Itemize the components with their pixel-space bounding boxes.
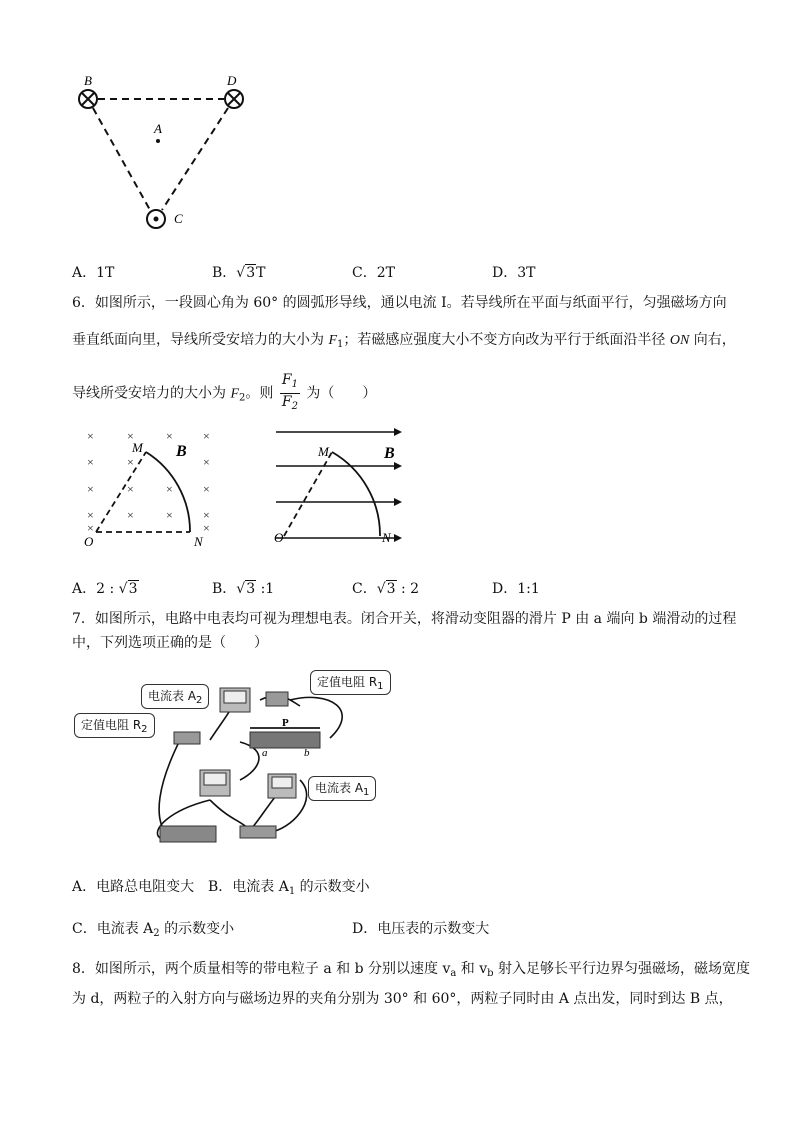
fig-triangle-wires xyxy=(70,70,260,240)
svg-text:×: × xyxy=(203,482,210,496)
q7-option-d: D．电压表的示数变大 xyxy=(352,921,490,937)
q7-option-c: C．电流表 $A_2$ 的示数变小 xyxy=(72,921,235,939)
q7-option-b: B．电流表 $A_1$ 的示数变小 xyxy=(208,879,370,897)
label-B: B xyxy=(84,73,92,88)
svg-text:×: × xyxy=(87,455,94,469)
label-b: b xyxy=(304,747,310,759)
q8-line-1: 8．如图所示，两个质量相等的带电粒子 a 和 b 分别以速度 $v_a$ 和 $v_b$ 射入足够长平行边界匀强磁场，磁场宽度 xyxy=(72,961,751,979)
fig-arc-parallel-field xyxy=(270,422,420,552)
svg-text:×: × xyxy=(203,521,210,535)
q6-option-c: C．√3 : 2 xyxy=(352,581,420,597)
q7-line-2: 中，下列选项正确的是（ ） xyxy=(72,635,268,651)
svg-text:×: × xyxy=(87,521,94,535)
label-ammeter-a1: 电流表 $A_1$ xyxy=(308,776,376,801)
q6-line-3: 导线所受安培力的大小为 $F_2$。则 $\frac{F_1}{F_2}$ 为（ ） xyxy=(72,372,376,415)
svg-text:×: × xyxy=(127,482,134,496)
svg-text:×: × xyxy=(203,508,210,522)
label-P: P xyxy=(282,717,289,729)
q7-line-1: 7．如图所示，电路中电表均可视为理想电表。闭合开关，将滑动变阻器的滑片 P 由 a 端向 b 端滑动的过程 xyxy=(72,611,737,627)
svg-text:×: × xyxy=(127,429,134,443)
label-B: B xyxy=(384,445,395,462)
label-N: N xyxy=(194,534,203,549)
svg-text:×: × xyxy=(127,455,134,469)
fraction-f1-f2: $\frac{F_1}{F_2}$ xyxy=(281,372,298,412)
q5-option-d: D．3T xyxy=(492,265,536,281)
label-M: M xyxy=(132,440,143,455)
svg-text:×: × xyxy=(166,429,173,443)
label-resistor-r1: 定值电阻 $R_1$ xyxy=(310,670,391,695)
q6-option-b: B．√3 :1 xyxy=(212,581,275,597)
q6-line-1: 6．如图所示，一段圆心角为 60° 的圆弧形导线，通以电流 I。若导线所在平面与纸面平行，匀强磁场方向 xyxy=(72,295,727,311)
q5-option-b: B．√3T xyxy=(212,265,266,281)
svg-text:×: × xyxy=(166,482,173,496)
label-a: a xyxy=(262,747,268,759)
svg-text:×: × xyxy=(87,429,94,443)
fig-arc-perpendicular-field xyxy=(80,422,230,552)
svg-text:×: × xyxy=(87,482,94,496)
label-O: O xyxy=(274,530,284,545)
label-C: C xyxy=(174,211,183,226)
svg-text:×: × xyxy=(203,455,210,469)
svg-text:×: × xyxy=(166,508,173,522)
q5-option-c: C．2T xyxy=(352,265,395,281)
label-resistor-r2: 定值电阻 $R_2$ xyxy=(74,713,155,738)
label-D: D xyxy=(227,73,237,88)
svg-text:×: × xyxy=(203,429,210,443)
label-N: N xyxy=(382,530,391,545)
q8-line-2: 为 d，两粒子的入射方向与磁场边界的夹角分别为 30° 和 60°，两粒子同时由 A 点出发，同时到达 B 点， xyxy=(72,991,733,1007)
svg-text:×: × xyxy=(87,508,94,522)
label-M: M xyxy=(318,444,329,459)
q5-option-a: A．1T xyxy=(72,265,115,281)
label-ammeter-a2: 电流表 $A_2$ xyxy=(141,684,209,709)
label-A: A xyxy=(154,121,162,136)
q6-option-a: A．2 : √3 xyxy=(72,581,138,597)
q7-option-a: A．电路总电阻变大 xyxy=(72,879,195,895)
svg-text:×: × xyxy=(127,508,134,522)
q6-option-d: D．1:1 xyxy=(492,581,540,597)
label-B: B xyxy=(176,443,187,460)
label-O: O xyxy=(84,534,94,549)
q6-line-2: 垂直纸面向里，导线所受安培力的大小为 $F_1$；若磁感应强度大小不变方向改为平行于纸面沿半径 ON 向右， xyxy=(72,332,736,350)
